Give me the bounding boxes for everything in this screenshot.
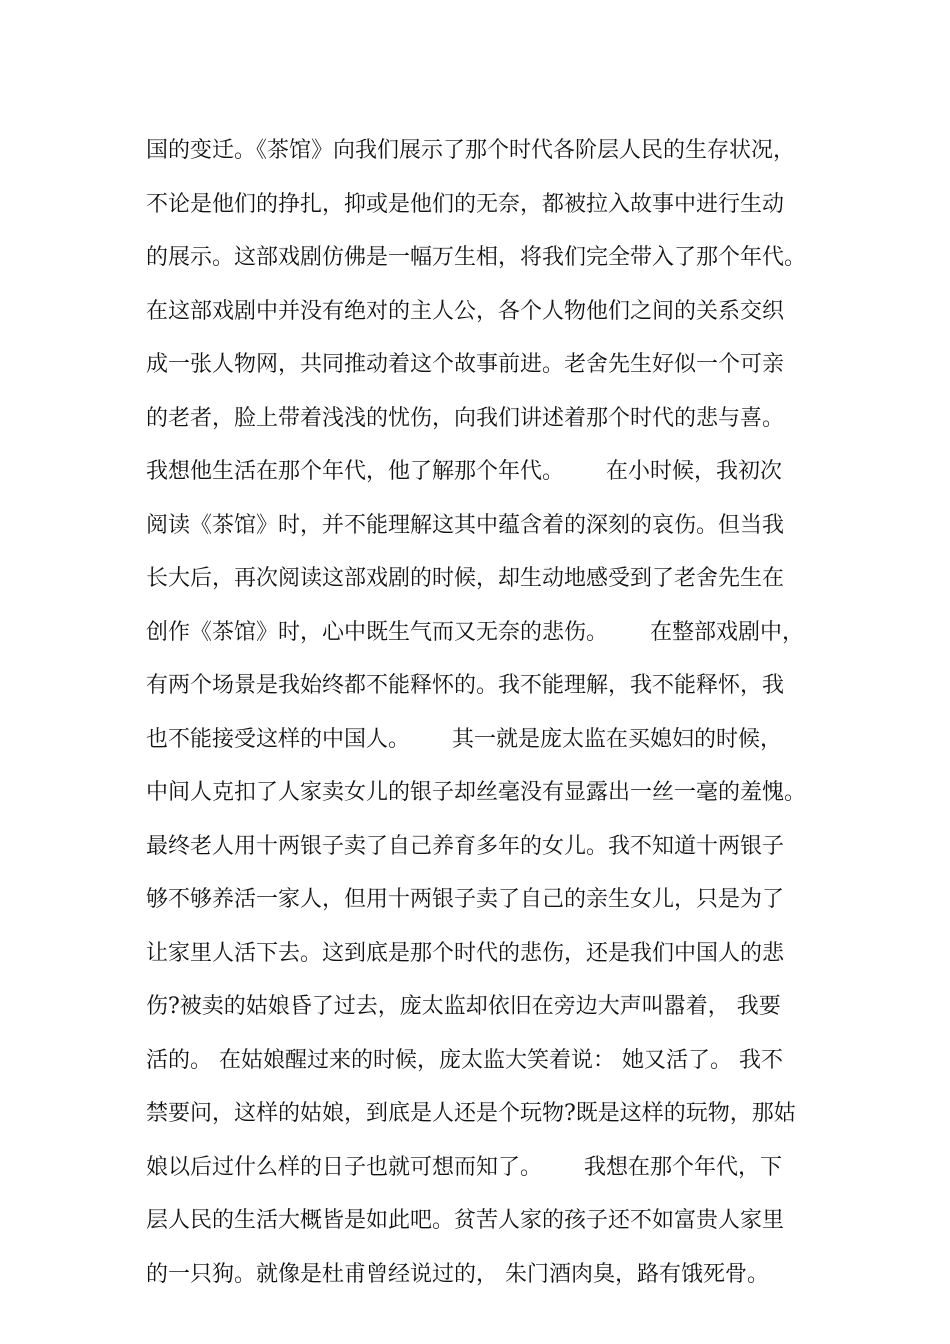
text-line: 够不够养活一家人，但用十两银子卖了自己的亲生女儿，只是为了 xyxy=(146,887,785,912)
body-text xyxy=(146,128,836,1305)
text-line: 的一只狗。就像是杜甫曾经说过的， 朱门酒肉臭，路有饿死骨。 xyxy=(146,1261,769,1287)
text-line: 长大后，再次阅读这部戏剧的时候，却生动地感受到了老舍先生在 xyxy=(146,566,785,591)
text-line: 的老者，脸上带着浅浅的忧伤，向我们讲述着那个时代的悲与喜。 xyxy=(146,405,785,431)
text-line: 活的。 在姑娘醒过来的时候，庞太监大笑着说： 她又活了。 我不 xyxy=(146,1047,783,1073)
text-line: 伤?被卖的姑娘昏了过去，庞太监却依旧在旁边大声叫嚣着， 我要 xyxy=(146,994,781,1019)
text-line: 阅读《茶馆》时，并不能理解这其中蕴含着的深刻的哀伤。但当我 xyxy=(146,512,785,538)
text-line: 娘以后过什么样的日子也就可想而知了。 我想在那个年代，下 xyxy=(146,1154,782,1180)
text-line: 创作《茶馆》时，心中既生气而又无奈的悲伤。 在整部戏剧中， xyxy=(146,619,804,645)
text-line: 不论是他们的挣扎，抑或是他们的无奈，都被拉入故事中进行生动 xyxy=(146,191,785,217)
text-line: 在这部戏剧中并没有绝对的主人公，各个人物他们之间的关系交织 xyxy=(146,298,785,324)
text-line: 我想他生活在那个年代，他了解那个年代。 在小时候，我初次 xyxy=(146,459,782,484)
text-line: 国的变迁。《茶馆》向我们展示了那个时代各阶层人民的生存状况， xyxy=(146,138,796,163)
text-line: 禁要问，这样的姑娘，到底是人还是个玩物?既是这样的玩物，那姑 xyxy=(146,1101,796,1126)
text-line: 成一张人物网，共同推动着这个故事前进。老舍先生好似一个可亲 xyxy=(146,352,785,377)
text-line: 让家里人活下去。这到底是那个时代的悲伤，还是我们中国人的悲 xyxy=(146,940,785,966)
text-line: 中间人克扣了人家卖女儿的银子却丝毫没有显露出一丝一毫的羞愧。 xyxy=(146,780,807,805)
text-line: 层人民的生活大概皆是如此吧。贫苦人家的孩子还不如富贵人家里 xyxy=(146,1208,785,1233)
text-line: 最终老人用十两银子卖了自己养育多年的女儿。我不知道十两银子 xyxy=(146,833,785,859)
text-line: 的展示。这部戏剧仿佛是一幅万生相，将我们完全带入了那个年代。 xyxy=(146,245,807,270)
text-line: 有两个场景是我始终都不能释怀的。我不能理解，我不能释怀，我 xyxy=(146,673,785,698)
text-line: 也不能接受这样的中国人。 其一就是庞太监在买媳妇的时候， xyxy=(146,726,782,752)
